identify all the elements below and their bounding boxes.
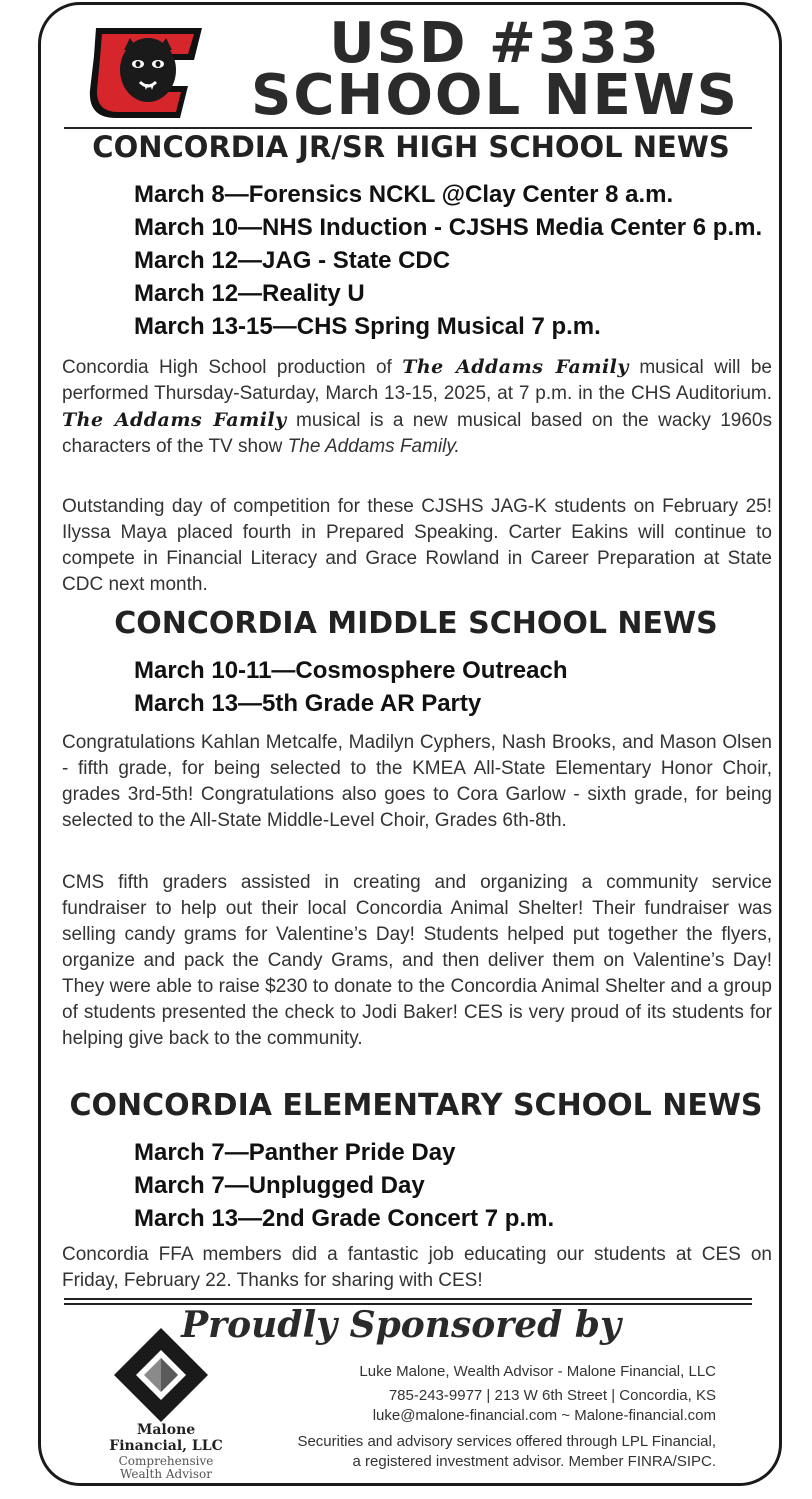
event-item: March 12—Reality U [134, 280, 365, 307]
divider [64, 127, 752, 129]
event-item: March 7—Panther Pride Day [134, 1139, 456, 1166]
sponsor-contact-line: Luke Malone, Wealth Advisor - Malone Financial, LLC [359, 1363, 716, 1380]
high-school-heading: CONCORDIA JR/SR HIGH SCHOOL NEWS [92, 130, 730, 164]
event-item: March 12—JAG - State CDC [134, 247, 451, 274]
event-item: March 8—Forensics NCKL @Clay Center 8 a.m. [134, 181, 674, 208]
event-item: March 10—NHS Induction - CJSHS Media Center 6 p.m. [134, 214, 763, 241]
addams-title: The Addams Family [402, 356, 629, 378]
addams-title: The Addams Family [62, 409, 287, 431]
choir-paragraph: Congratulations Kahlan Metcalfe, Madilyn Cyphers, Nash Brooks, and Mason Olsen - fifth grade, for being selected to the KMEA All-State Elementary Honor Choir, grades 3rd-5th! Congratulations also goes to Cora Garlow - sixth grade, for being selected to the All-State Middle-Level Choir, Grades 6th-8th. [62, 732, 772, 831]
sponsor-contact-line: luke@malone-financial.com ~ Malone-financial.com [372, 1407, 716, 1424]
event-item: March 10-11—Cosmosphere Outreach [134, 657, 568, 684]
sponsor-contact-line: 785-243-9977 | 213 W 6th Street | Concordia, KS [388, 1387, 716, 1404]
sponsor-heading: Proudly Sponsored by [181, 1304, 621, 1346]
page-title-line2: SCHOOL NEWS [251, 63, 739, 128]
sponsor-company-line2: Financial, LLC [109, 1438, 223, 1454]
event-item: March 13—2nd Grade Concert 7 p.m. [134, 1205, 555, 1232]
event-item: March 13-15—CHS Spring Musical 7 p.m. [134, 313, 601, 340]
event-item: March 7—Unplugged Day [134, 1172, 425, 1199]
high-school-events [134, 178, 762, 343]
sponsor-tagline-line1: Comprehensive [118, 1454, 214, 1468]
event-item: March 13—5th Grade AR Party [134, 690, 482, 717]
sponsor-company-line1: Malone [136, 1422, 196, 1438]
middle-school-events [134, 654, 568, 720]
musical-paragraph: Concordia High School production of The Addams Family musical will be performed Thursday-Saturday, March 13-15, 2025, at 7 p.m. in the CHS Auditorium. The Addams Family musical is a new musical based on the wacky 1960s characters of the TV show The Addams Family. [62, 356, 772, 457]
fundraiser-paragraph: CMS fifth graders assisted in creating and organizing a community service fundraiser to help out their local Concordia Animal Shelter! Their fundraiser was selling candy grams for Valentine’s Day! Students helped put together the flyers, organize and pack the Candy Grams, and then deliver them on Valentine’s Day! They were able to raise $230 to donate to the Concordia Animal Shelter and a group of students presented the check to Jodi Baker! CES is very proud of its students for helping give back to the community. [62, 872, 772, 1049]
sponsor-disclosure-line: Securities and advisory services offered through LPL Financial, [297, 1433, 716, 1450]
elementary-heading: CONCORDIA ELEMENTARY SCHOOL NEWS [69, 1088, 763, 1123]
divider [64, 1298, 752, 1300]
diamond-logo-icon [112, 1326, 210, 1424]
elementary-events [134, 1136, 554, 1235]
sponsor-tagline-line2: Wealth Advisor [120, 1467, 212, 1481]
jag-paragraph: Outstanding day of competition for these CJSHS JAG-K students on February 25! Ilyssa Maya placed fourth in Prepared Speaking. Carter Eakins will continue to compete in Financial Literacy and Grace Rowland in Career Preparation at State CDC next month. [62, 496, 772, 595]
ffa-paragraph: Concordia FFA members did a fantastic job educating our students at CES on Friday, February 22. Thanks for sharing with CES! [62, 1244, 772, 1291]
panther-logo-icon [86, 20, 206, 124]
page-title-line1: USD #333 [329, 11, 661, 76]
sponsor-disclosure-line: a registered investment advisor. Member FINRA/SIPC. [352, 1453, 716, 1470]
middle-school-heading: CONCORDIA MIDDLE SCHOOL NEWS [114, 606, 718, 641]
